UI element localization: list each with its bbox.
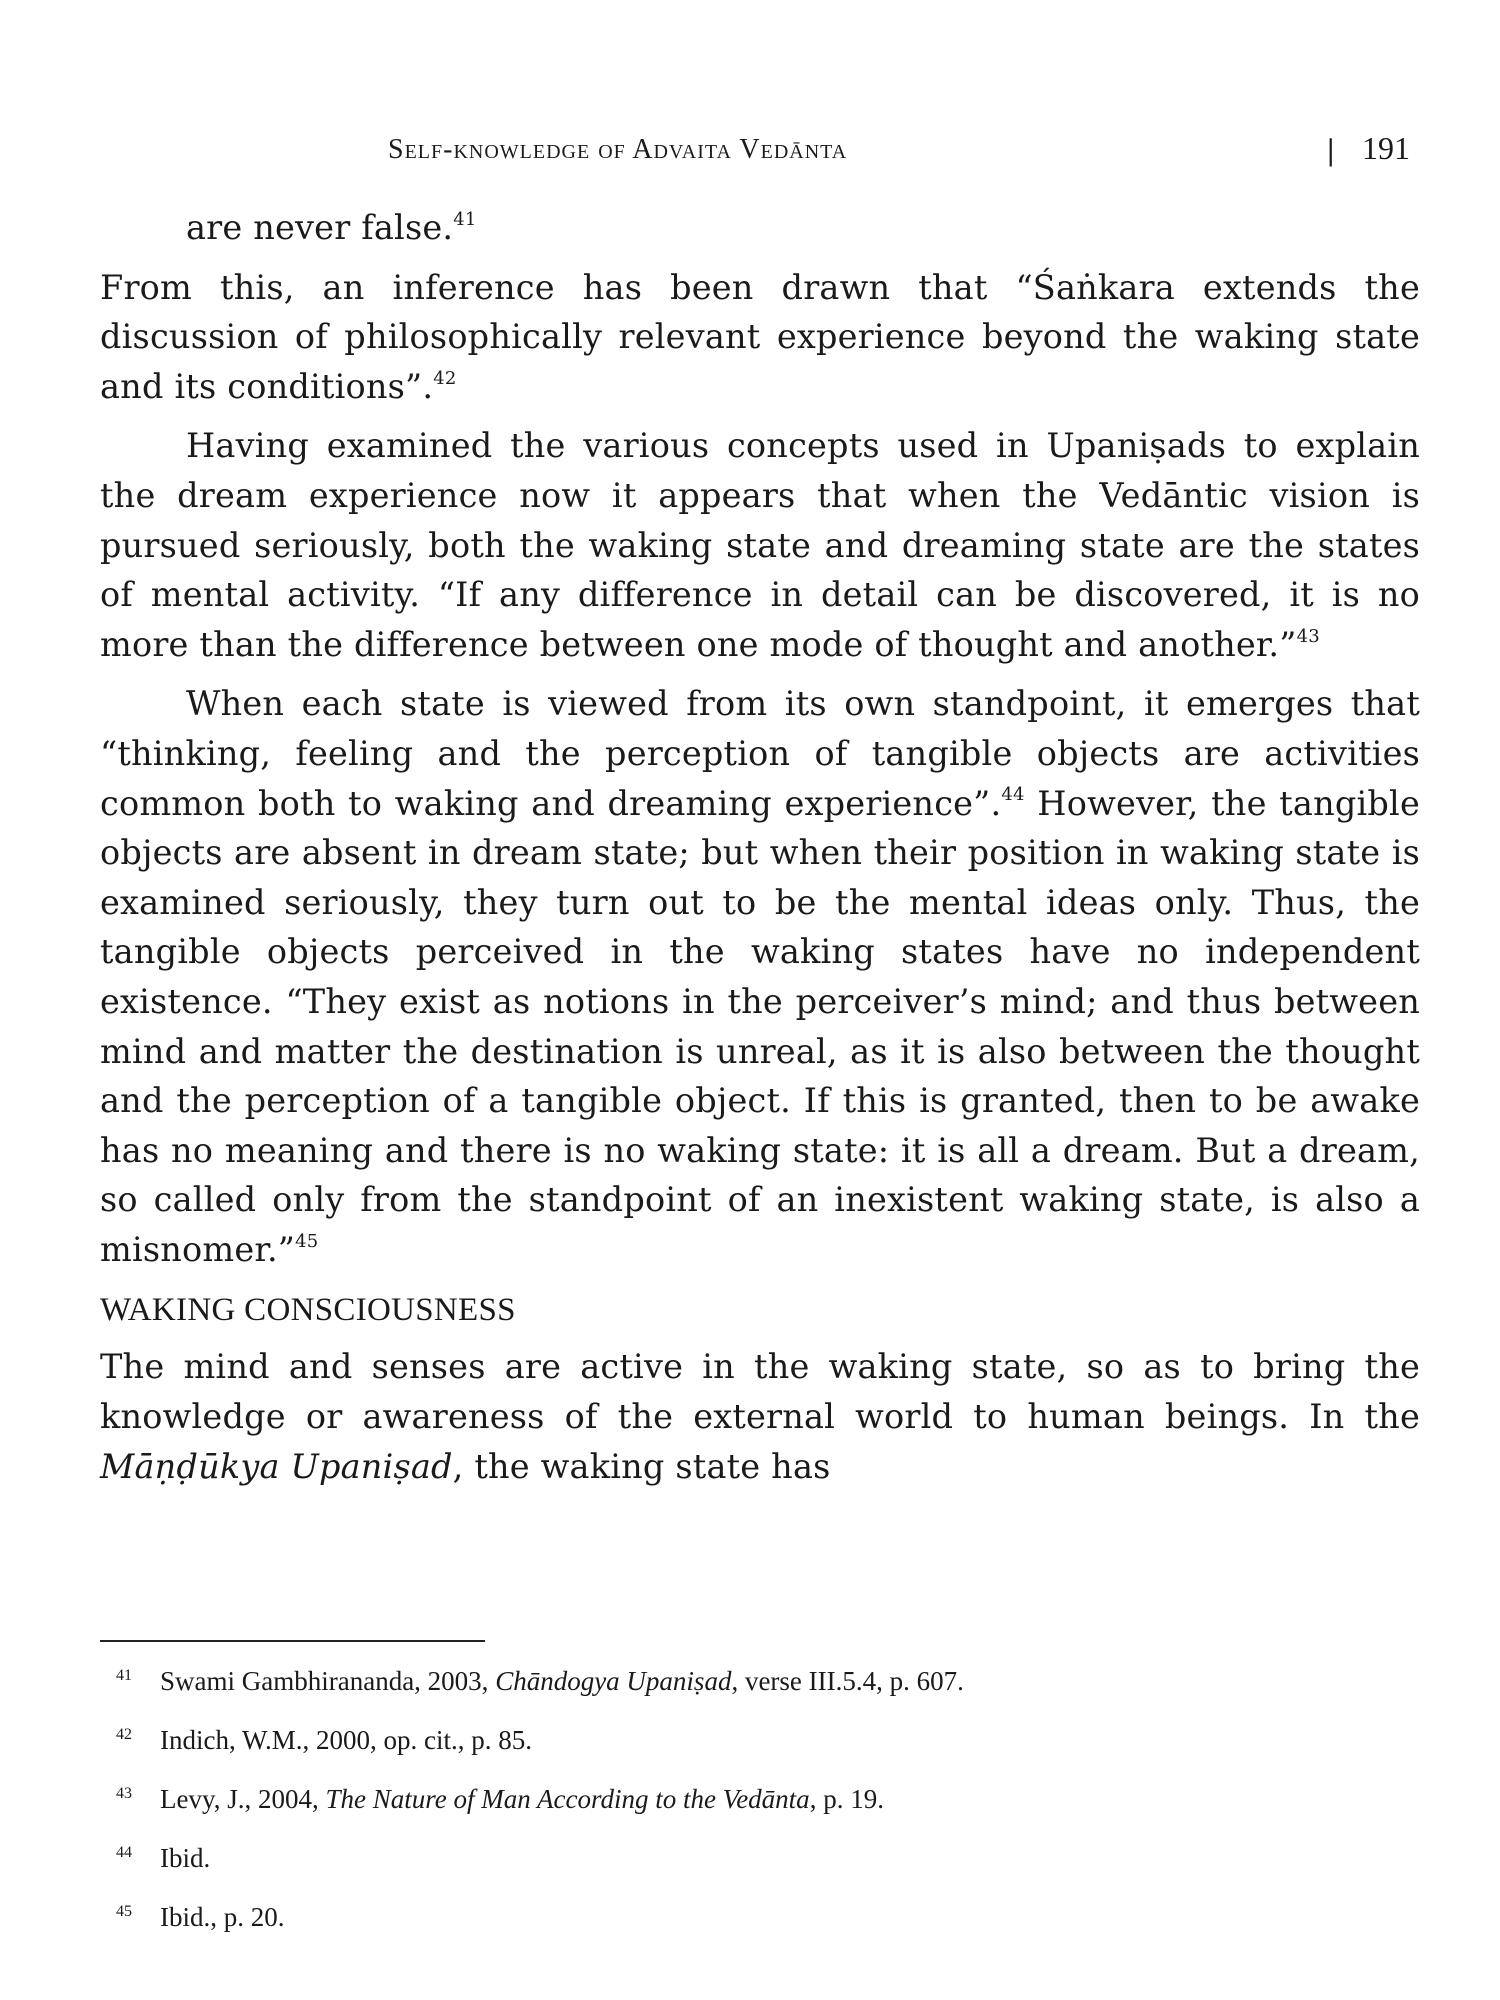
paragraph-text: From this, an inference has been drawn that “Śaṅkara extends the discussion of philosophically relevant experience beyond the waking state and its conditions”. — [100, 267, 1420, 406]
footnote-text — [160, 1890, 285, 1944]
footnote-text — [160, 1654, 964, 1708]
footnote-number: 44 — [116, 1844, 132, 1861]
paragraph-text: However, the tangible objects are absent in dream state; but when their position in waking state is examined seriously, they turn out to be the mental ideas only. Thus, the tangible objects perceived in the waking states have no independent existence. “They exist as notions in the perceiver’s mind; and thus between mind and matter the destination is unreal, as it is also between the thought and the perception of a tangible object. If this is granted, then to be awake has no meaning and there is no waking state: it is all a dream. But a dream, so called only from the standpoint of an inexistent waking state, is also a misnomer.” — [100, 783, 1420, 1269]
footnote-text-part: Ibid., p. 20. — [160, 1902, 285, 1932]
footnote — [116, 1654, 1416, 1713]
running-title: Self-knowledge of Advaita Vedānta — [388, 134, 848, 165]
footnote-number: 43 — [116, 1785, 132, 1802]
footnote-text — [160, 1772, 884, 1826]
footnote-text-part: Ibid. — [160, 1843, 211, 1873]
footnote-ref-42[interactable]: 42 — [433, 367, 457, 389]
paragraph-text: The mind and senses are active in the waking state, so as to bring the knowledge or awareness of the external world to human beings. In the — [100, 1347, 1420, 1437]
page-number: 191 — [1362, 130, 1410, 166]
footnote-ref-44[interactable]: 44 — [1001, 784, 1025, 806]
footnotes — [116, 1654, 1416, 1949]
footnote-number: 41 — [116, 1667, 132, 1684]
section-heading: WAKING CONSCIOUSNESS — [100, 1292, 516, 1329]
footnote-text — [160, 1713, 532, 1767]
footnote-text — [160, 1831, 210, 1885]
paragraph — [100, 263, 1420, 412]
footnote-italic: Chāndogya Upaniṣad — [495, 1666, 732, 1696]
footnote — [116, 1890, 1416, 1949]
paragraph — [100, 679, 1420, 1274]
italic-title: Māṇḍūkya Upaniṣad — [100, 1446, 453, 1486]
footnote-italic: The Nature of Man According to the Vedānta — [325, 1784, 810, 1814]
paragraph-text: Having examined the various concepts used in Upaniṣads to explain the dream experience now it appears that when the Vedāntic vision is pursued seriously, both the waking state and dreaming state are the states of mental activity. “If any difference in detail can be discovered, it is no more than the difference between one mode of thought and another.” — [100, 426, 1420, 664]
running-header — [100, 130, 1420, 170]
footnote — [116, 1831, 1416, 1890]
footnote-ref-45[interactable]: 45 — [295, 1230, 319, 1252]
paragraph-text: When each state is viewed from its own standpoint, it emerges that “thinking, feeling and the perception of tangible objects are activities common both to waking and dreaming experience”. — [100, 684, 1420, 823]
footnote-number: 42 — [116, 1726, 132, 1743]
footnote — [116, 1772, 1416, 1831]
footnote-text-part: Levy, J., 2004, — [160, 1784, 326, 1814]
paragraph — [100, 421, 1420, 669]
footnote-number: 45 — [116, 1903, 132, 1920]
footnote — [116, 1713, 1416, 1772]
footnote-text-part: Indich, W.M., 2000, op. cit., p. 85. — [160, 1725, 532, 1755]
header-separator: | — [1326, 134, 1336, 167]
paragraph-text: are never false. — [186, 208, 454, 247]
paragraph — [100, 1342, 1420, 1491]
body-text — [100, 203, 1420, 1501]
footnote-text-part: , verse III.5.4, p. 607. — [731, 1666, 964, 1696]
footnote-text-part: , p. 19. — [809, 1784, 884, 1814]
footnote-rule — [100, 1640, 485, 1642]
paragraph-text: , the waking state has — [452, 1446, 831, 1486]
footnote-ref-43[interactable]: 43 — [1296, 625, 1320, 647]
footnote-ref-41[interactable]: 41 — [453, 208, 477, 230]
paragraph-continuation — [100, 203, 1420, 253]
footnote-text-part: Swami Gambhirananda, 2003, — [160, 1666, 496, 1696]
